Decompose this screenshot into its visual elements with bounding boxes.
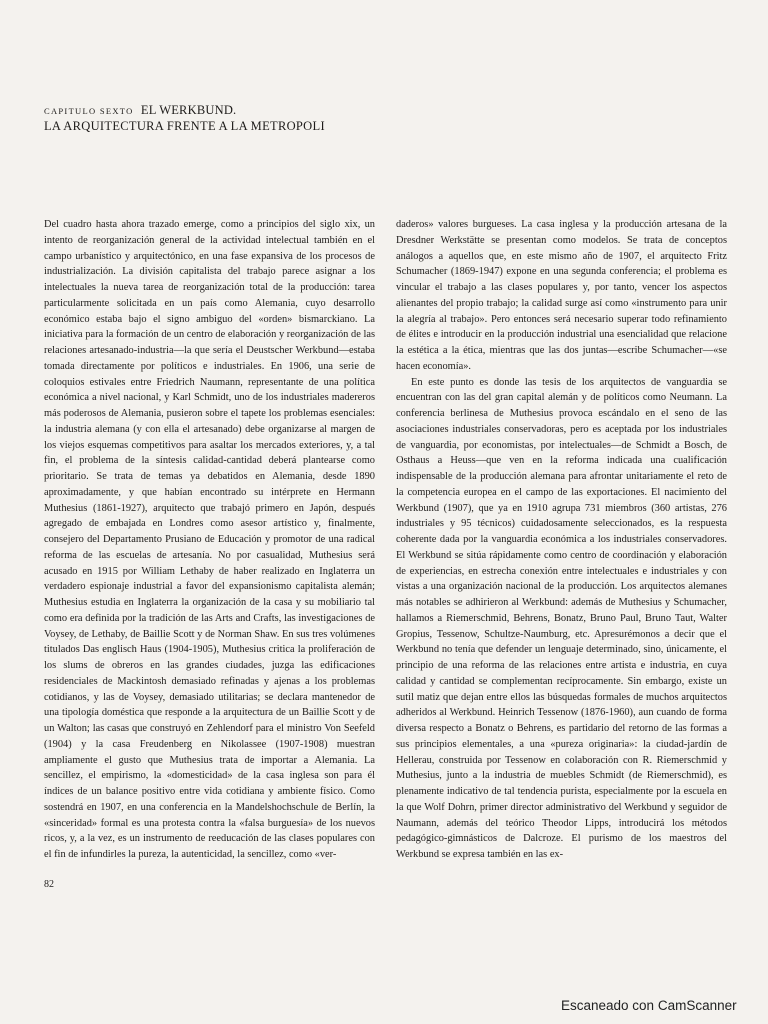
paragraph: En este punto es donde las tesis de los arquitectos de vanguardia se encuentran con las del gran capital alemán y de políticos como Neumann. La conferencia berlinesa de Muthesius provoca escándalo en el seno de las asociaciones industriales conservadoras, pero es aceptada por los industriales de vanguardia, por economistas, por intelectuales—de Schmidt a Bosch, de Osthaus a Heuss—que ven en la reforma indicada una cualificación indispensable de la producción alemana para afrontar unitariamente el reto de la competencia europea en el campo de las exportaciones. El nacimiento del Werkbund (1907), que ya en 1910 agrupa 731 miembros (360 artistas, 276 industriales y 95 técnicos) cuidadosamente seleccionados, es la respuesta coherente dada por la vanguardia económica a los industriales conservadores. El Werkbund se sitúa rápidamente como centro de coordinación y elaboración de experiencias, en estrecha conexión entre intelectuales e industriales y con vistas a una organización nacional de la producción. Los arquitectos alemanes más notables se adhirieron al Werkbund: además de Muthesius y Schumacher, hallamos a Riemerschmid, Behrens, Bonatz, Bruno Paul, Bruno Taut, Walter Gropius, Tessenow, Schultze-Naumburg, etc. Apresurémonos a decir que el Werkbund no tenía que defender un lenguaje determinado, sino, únicamente, el principio de una reforma de las relaciones entre artista e industria, en cuya calidad y cantidad se complementan recíprocamente. Sin embargo, existe un sutil matiz que dejan entre ellos las búsquedas formales de muchos arquitectos adheridos al Werkbund. Heinrich Tessenow (1876-1960), aun cuando de forma diversa respecto a Bonatz o Behrens, es partidario del retorno de las formas a sus principios elementales, a una «pureza originaria»: la ciudad-jardín de Hellerau, construida por Tessenow en colaboración con R. Riemerschmid y Muthesius, junto a la industria de muebles Schmidt (de Riemerschmid), es plenamente indicativo de tal tendencia purista, especialmente por la escuela en la que Wolf Dohrn, primer director administrativo del Werkbund y seguidor de Naumann, además del teórico Theodor Lipps, introducirá los métodos pedagógico-gimnásticos de Dalcroze. El purismo de los maestros del Werkbund se expresa también en las ex- — [396, 376, 727, 860]
chapter-heading — [44, 103, 384, 134]
chapter-title: EL WERKBUND. — [140, 103, 237, 117]
page-number: 82 — [44, 879, 54, 890]
paragraph: Del cuadro hasta ahora trazado emerge, como a principios del siglo xix, un intento de reorganización general de la actividad intelectual también en el campo urbanístico y arquitectónico, en una fase expansiva de los procesos de industrialización. La división capitalista del trabajo parece asignar a los intelectuales la nueva tarea de reorganización total de la producción: tarea particularmente solicitada en un país como Alemania, cuyo desarrollo económico estaba bajo el signo ambiguo del «orden» bismarckiano. La iniciativa para la formación de un centro de elaboración y reorganización de las relaciones artesanado-industria—la que sería el Deustscher Werkbund—estaba tomada directamente por políticos e industriales. En 1906, una serie de coloquios estivales entre Friedrich Naumann, representante de una política económica a nivel nacional, y Karl Schmidt, uno de los industriales madereros más poderosos de Alemania, pusieron sobre el tapete los problemas esenciales: la industria alemana (y con ella el artesanado) debe organizarse al margen de los viejos esquemas competitivos para asaltar los mercados exteriores, y, a tal fin, el problema de la síntesis calidad-cantidad deberá plantearse como prioritario. Se trata de temas ya debatidos en Alemania, desde 1890 aproximadamente, y que habían encontrado su intérprete en Hermann Muthesius (1861-1927), arquitecto que trabajó primero en Japón, después agregado de embajada en Londres como asesor artístico y, finalmente, consejero del Departamento Prusiano de Educación y promotor de una radical reforma de las escuelas de artesanía. No por casualidad, Muthesius será acusado en 1915 por William Lethaby de haber realizado en Inglaterra un verdadero espionaje industrial a favor del expansionismo capitalista alemán; Muthesius estudia en Inglaterra la organización de la casa y su mobiliario tal como era definida por la tradición de las Arts and Crafts, las investigaciones de Voysey, de Lethaby, de Baillie Scott y de Norman Shaw. En sus tres volúmenes titulados Das englisch Haus (1904-1905), Muthesius critica la proliferación de los slums de obreros en las grandes ciudades, juzga las edificaciones residenciales de Mackintosh demasiado refinadas y ajenas a los problemas cotidianos, y las de Voysey, demasiado utilitarias; se declara mantenedor de una tipología doméstica que responde a la arquitectura de un Baillie Scott y de un Walton; las casas que construyó en Zehlendorf para el ministro Von Seefeld (1904) y la casa Freudenberg en Nikolassee (1907-1908) muestran ampliamente el gusto que Muthesius trata de importar a Alemania. La sencillez, el empirismo, la «domesticidad» de la casa inglesa son para él índices de un balance positivo entre vida cotidiana y ambiente físico. Como sostendrá en 1907, en una conferencia en la Mandelshochschule de Berlín, la «sinceridad» formal es una protesta contra la «falsa burguesía» de los nuevos ricos, y, a la vez, es un instrumento de reeducación de las clases populares con el fin de infundirles la pureza, la autenticidad, la sencillez, como «ver- — [44, 219, 375, 860]
left-column — [44, 217, 375, 863]
paragraph: daderos» valores burgueses. La casa inglesa y la producción artesana de la Dresdner Werkstätte se presentan como modelos. Se trata de conceptos análogos a aquellos que, en este mismo año de 1907, el arquitecto Fritz Schumacher (1869-1947) expone en una segunda conferencia; el problema es vincular el trabajo a las clases populares y, por tanto, vencer los aspectos alienantes del propio trabajo; la calidad surge así como «instrumento para unir la alegría al trabajo». Pero entonces será necesario superar todo refinamiento de élites e introducir en la producción industrial una esencialidad que relacione la estética a la ética, mientras que las dos juntas—escribe Schumacher—«se hacen economía». — [396, 219, 727, 372]
right-column — [396, 217, 727, 863]
scanner-footer: Escaneado con CamScanner — [561, 998, 737, 1013]
chapter-kicker: CAPITULO SEXTO — [44, 106, 134, 116]
chapter-subtitle: LA ARQUITECTURA FRENTE A LA METROPOLI — [44, 119, 325, 133]
